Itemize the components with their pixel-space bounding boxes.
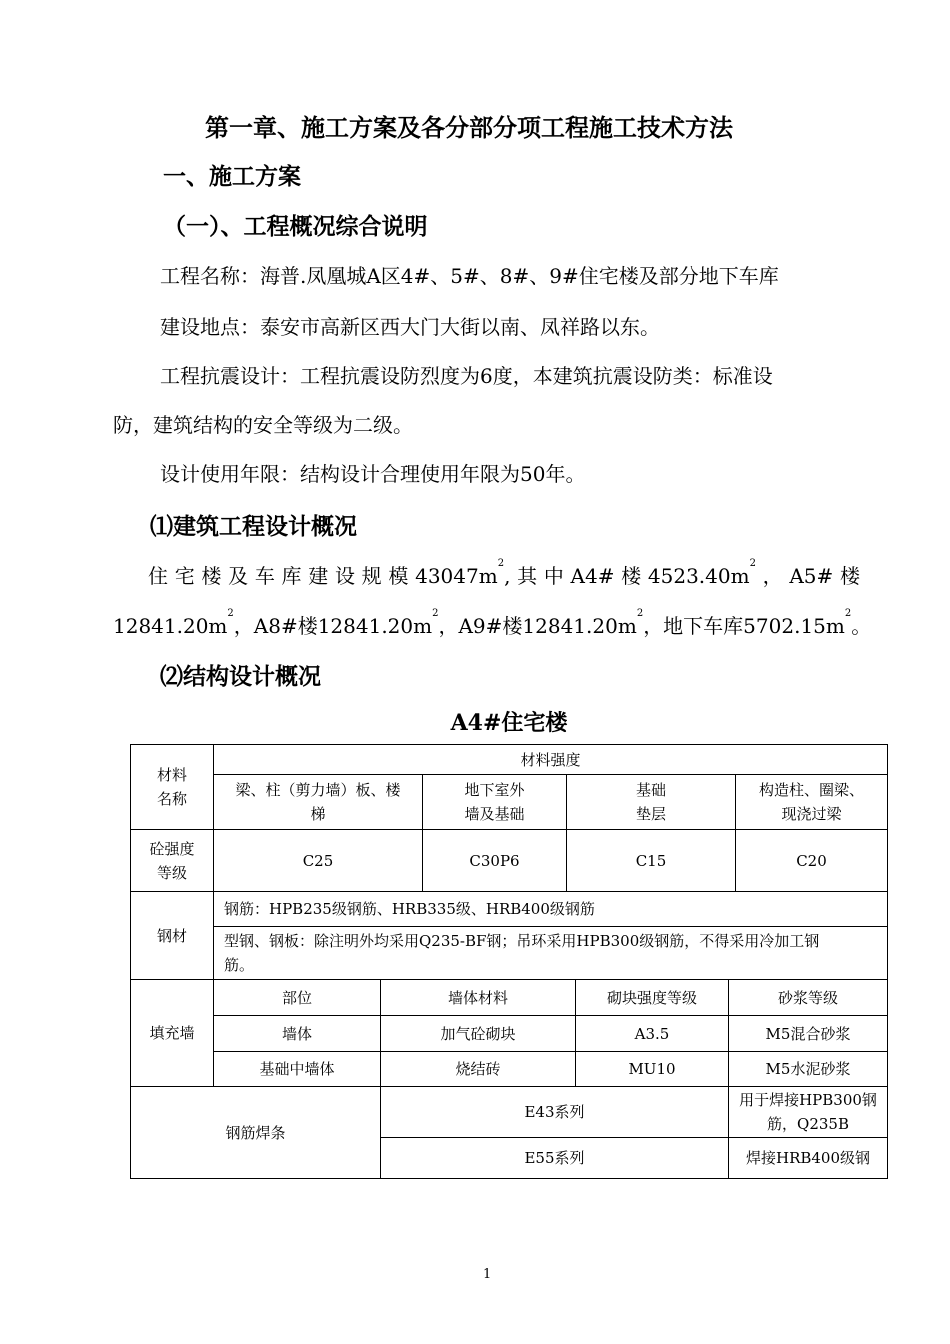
page-number: 1 xyxy=(483,1267,492,1282)
column-basement-walls xyxy=(422,774,567,830)
structure-overview-title: ⑵结构设计概况 xyxy=(160,663,321,690)
sup: 2 xyxy=(227,608,234,619)
cell-text: MU10 xyxy=(628,1060,676,1078)
wall-row-mortar xyxy=(728,1015,888,1052)
cell-text: 墙体 xyxy=(281,1024,312,1043)
cell-text: 部位 xyxy=(281,988,312,1007)
scale-a4: ,其中A4#楼4523.40m xyxy=(504,564,750,588)
cell-text: 材料 名称 xyxy=(156,766,187,808)
e55-series xyxy=(380,1137,729,1179)
period: 。 xyxy=(851,614,872,638)
construction-location: 建设地点：泰安市高新区西大门大街以南、凤祥路以东。 xyxy=(160,315,660,339)
foundation-row-part xyxy=(213,1051,381,1087)
concrete-c20 xyxy=(735,829,888,892)
cell-text: 基础 垫层 xyxy=(635,781,666,823)
cell-text: 填充墙 xyxy=(149,1024,195,1042)
cell-text: C15 xyxy=(635,851,667,870)
column-beams-slabs xyxy=(213,774,423,830)
cell-text: 型钢、钢板：除注明外均采用Q235-BF钢；吊环采用HPB300级钢筋，不得采用冷加工钢 筋。 xyxy=(224,932,820,974)
concrete-c15 xyxy=(566,829,736,892)
block-strength-header xyxy=(575,979,729,1016)
wall-row-material xyxy=(380,1015,576,1052)
column-structural-columns xyxy=(735,774,888,830)
cell-text: 加气砼砌块 xyxy=(440,1024,516,1043)
sup: 2 xyxy=(497,558,505,569)
cell-text: 构造柱、圈梁、 现浇过梁 xyxy=(758,781,864,823)
section-title: 一、施工方案 xyxy=(163,163,301,190)
cell-text: 地下室外 墙及基础 xyxy=(464,781,525,823)
scale-a9: ，A9#楼12841.20m xyxy=(438,614,637,638)
cell-text: M5水泥砂浆 xyxy=(765,1060,851,1078)
section-steel-spec xyxy=(213,926,888,980)
cell-text: C30P6 xyxy=(469,851,520,870)
sup: 2 xyxy=(636,608,644,619)
column-foundation-cushion xyxy=(566,774,736,830)
scale-total: 住宅楼及车库建设规模43047m xyxy=(148,564,498,588)
design-service-life: 设计使用年限：结构设计合理使用年限为50年。 xyxy=(160,462,586,486)
cell-text: 焊接HRB400级钢 xyxy=(745,1149,871,1167)
foundation-row-material xyxy=(380,1051,576,1087)
table-title: A4#住宅楼 xyxy=(450,710,568,736)
sup: 2 xyxy=(844,608,852,619)
cell-text: 钢材 xyxy=(156,926,187,945)
cell-text: 用于焊接HPB300钢 筋，Q235B xyxy=(739,1091,877,1133)
material-strength-header xyxy=(213,744,888,775)
seismic-design-line1: 工程抗震设计：工程抗震设防烈度为6度，本建筑抗震设防类：标准设 xyxy=(160,364,773,388)
cell-text: 砌块强度等级 xyxy=(606,988,697,1007)
e43-series xyxy=(380,1086,729,1138)
e55-usage xyxy=(728,1137,888,1179)
scale-a5-label: ，A5#楼 xyxy=(755,564,860,588)
project-name: 工程名称：海普.凤凰城A区4#、5#、8#、9#住宅楼及部分地下车库 xyxy=(160,264,779,288)
cell-text: 钢筋：HPB235级钢筋、HRB335级、HRB400级钢筋 xyxy=(224,900,595,918)
wall-material-header xyxy=(380,979,576,1016)
sup: 2 xyxy=(749,558,756,569)
steel-label xyxy=(130,891,214,980)
cell-text: E55系列 xyxy=(524,1149,585,1167)
cell-text: 烧结砖 xyxy=(455,1060,501,1078)
wall-row-strength xyxy=(575,1015,729,1052)
seismic-design-line2: 防，建筑结构的安全等级为二级。 xyxy=(113,413,413,437)
cell-text: 梁、柱（剪力墙）板、楼 梯 xyxy=(235,781,401,823)
cell-text: 砂浆等级 xyxy=(777,988,838,1007)
concrete-c25 xyxy=(213,829,423,892)
electrode-label xyxy=(130,1086,381,1179)
e43-usage xyxy=(728,1086,888,1138)
concrete-c30p6 xyxy=(422,829,567,892)
architecture-overview-title: ⑴建筑工程设计概况 xyxy=(150,513,357,540)
subsection-title: （一）、工程概况综合说明 xyxy=(163,213,428,240)
cell-text: E43系列 xyxy=(524,1103,585,1121)
infill-wall-label xyxy=(130,979,214,1087)
architecture-scale-line1 xyxy=(148,560,860,589)
foundation-row-mortar xyxy=(728,1051,888,1087)
cell-text: A3.5 xyxy=(634,1024,670,1043)
chapter-title: 第一章、施工方案及各分部分项工程施工技术方法 xyxy=(205,113,733,142)
cell-text: C20 xyxy=(796,851,827,870)
foundation-row-strength xyxy=(575,1051,729,1087)
material-name-header xyxy=(130,744,214,830)
concrete-grade-label xyxy=(130,829,214,892)
scale-a8: ，A8#楼12841.20m xyxy=(233,614,433,638)
cell-text: 材料强度 xyxy=(520,750,581,769)
cell-text: 砼强度 等级 xyxy=(149,839,195,882)
scale-a5: 12841.20m xyxy=(113,614,228,638)
cell-text: 墙体材料 xyxy=(447,988,508,1007)
architecture-scale-line2 xyxy=(113,610,871,639)
wall-row-part xyxy=(213,1015,381,1052)
cell-text: C25 xyxy=(302,851,334,870)
mortar-grade-header xyxy=(728,979,888,1016)
cell-text: M5混合砂浆 xyxy=(765,1024,851,1043)
part-header xyxy=(213,979,381,1016)
rebar-spec xyxy=(213,891,888,927)
sup: 2 xyxy=(432,608,439,619)
cell-text: 钢筋焊条 xyxy=(225,1123,286,1142)
cell-text: 基础中墙体 xyxy=(259,1060,335,1078)
scale-garage: ，地下车库5702.15m xyxy=(643,614,845,638)
